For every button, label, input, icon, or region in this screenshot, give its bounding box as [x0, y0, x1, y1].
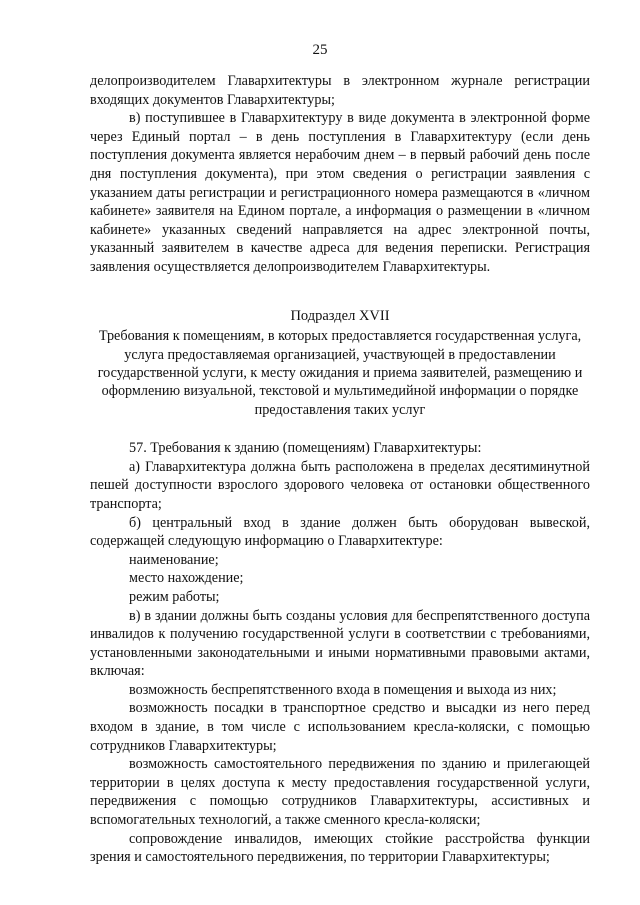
- page-number: 25: [312, 42, 328, 58]
- section-spacer-after: [90, 419, 590, 439]
- list-item-entry: возможность беспрепятственного входа в помещения и выхода из них;: [129, 681, 557, 698]
- section-heading-text: Требования к помещениям, в которых предоставляется государственная услуга, услуга предоставляемая организацией, участвующей в предоставлении государственной услуги, к месту ожидания и приема заявителей, размещению и оформлению визуальной, текстовой и мультимедийной информации о порядке предоставления таких услуг: [97, 328, 583, 418]
- list-item-schedule: режим работы;: [129, 588, 220, 605]
- paragraph-continuation: делопроизводителем Главархитектуры в электронном журнале регистрации входящих документов Главархитектуры;: [90, 73, 590, 108]
- section-heading: [90, 307, 590, 420]
- paragraph-item-v: в) поступившее в Главархитектуру в виде документа в электронной форме через Единый портал – в день поступления в Главархитектуру (если день поступления документа является нерабочим днем – в первый рабочий день после дня поступления документа), при этом сведения о регистрации заявления с указанием даты регистрации и регистрационного номера размещаются в «личном кабинете» заявителя на Едином портале, а информация о размещении в «личном кабинете» указанных сведений направляется на адрес электронной почты, указанный заявителем в качестве адреса для ведения переписки. Регистрация заявления осуществляется делопроизводителем Главархитектуры.: [90, 110, 590, 275]
- section-title: Подраздел XVII: [290, 307, 390, 324]
- paragraph-57-v: в) в здании должны быть созданы условия для беспрепятственного доступа инвалидов к получению государственной услуги в соответствии с требованиями, установленными законодательными и иными нормативными правовыми актами, включая:: [90, 607, 590, 680]
- paragraph-57-a: а) Главархитектура должна быть расположена в пределах десятиминутной пешей доступности взрослого здорового человека от остановки общественного транспорта;: [90, 458, 590, 512]
- list-item-location: место нахождение;: [129, 570, 244, 587]
- paragraph-57-b: б) центральный вход в здание должен быть оборудован вывеской, содержащей следующую информацию о Главархитектуре:: [90, 514, 590, 550]
- document-body: [90, 72, 590, 867]
- list-item-name: наименование;: [129, 551, 219, 568]
- list-item-escort: сопровождение инвалидов, имеющих стойкие расстройства функции зрения и самостоятельного передвижения, по территории Главархитектуры;: [90, 830, 590, 866]
- list-item-transport: возможность посадки в транспортное средство и высадки из него перед входом в здание, в том числе с использованием кресла-коляски, с помощью сотрудников Главархитектуры;: [90, 700, 590, 754]
- paragraph-57: 57. Требования к зданию (помещениям) Главархитектуры:: [129, 440, 482, 457]
- section-spacer: [90, 277, 590, 307]
- list-item-movement: возможность самостоятельного передвижения по зданию и прилегающей территории в целях доступа к месту предоставления государственной услуги, передвижения с помощью сотрудников Главархитектуры, ассистивных и вспомогательных технологий, а также сменного кресла-коляски;: [90, 756, 590, 829]
